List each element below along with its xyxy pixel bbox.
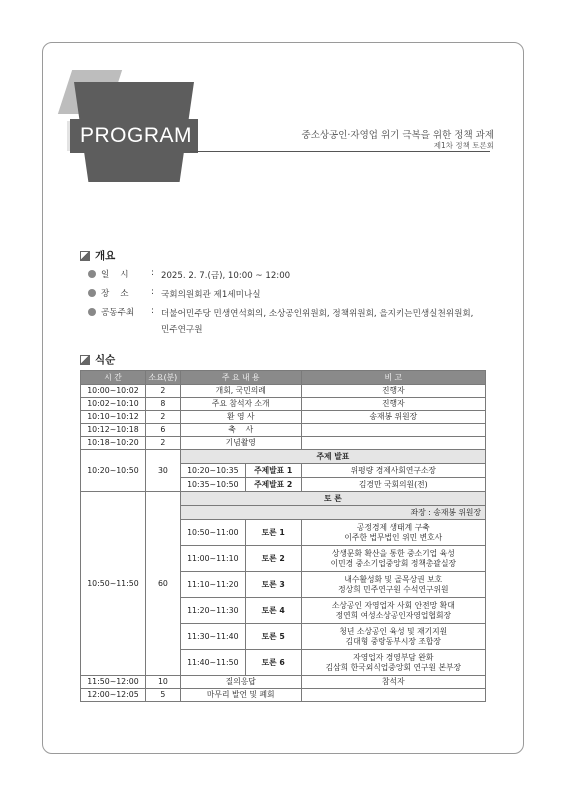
- table-row: 11:20~11:30 토론 4 소상공인 자영업자 사회 안전망 확대 정연희 여성소상공인자영업협회장: [81, 598, 486, 624]
- table-row: 11:00~11:10 토론 2 상생문화 확산을 통한 중소기업 육성 이민경 중소기업중앙회 정책총괄실장: [81, 546, 486, 572]
- overview-row-date: 일 시 : 2025. 2. 7.(금), 10:00 ~ 12:00: [88, 268, 481, 287]
- table-row: 11:50~12:00 10 질의응답 참석자: [81, 676, 486, 689]
- table-row: 11:30~11:40 토론 5 청년 소상공인 육성 및 재기지원 김대형 중랑동부시장 조합장: [81, 624, 486, 650]
- table-row: 10:10~10:12 2 환 영 사 송재봉 위원장: [81, 411, 486, 424]
- section-square-icon: [80, 355, 90, 365]
- overview-heading-text: 개요: [95, 250, 116, 262]
- discussion-label: 토 론: [180, 492, 485, 506]
- table-row: 12:00~12:05 5 마무리 발언 및 폐회: [81, 689, 486, 702]
- presentation-header-row: 10:20~10:50 30 주제 발표: [81, 450, 486, 464]
- bullet-icon: [88, 308, 96, 316]
- table-row: 10:18~10:20 2 기념촬영: [81, 437, 486, 450]
- column-header: 소요(분): [145, 371, 180, 385]
- schedule-table: [80, 370, 486, 702]
- chair-text: 좌장 : 송재봉 위원장: [180, 506, 485, 520]
- column-header: 비 고: [301, 371, 485, 385]
- table-row: 10:50~11:00 토론 1 공정경제 생태계 구축 이주한 법무법인 위민 변호사: [81, 520, 486, 546]
- table-row: 10:00~10:02 2 개회, 국민의례 진행자: [81, 385, 486, 398]
- bullet-icon: [88, 289, 96, 297]
- discussion-header-row: 10:50~11:50 60 토 론: [81, 492, 486, 506]
- table-row: 10:35~10:50 주제발표 2 김경만 국회의원(전): [81, 478, 486, 492]
- column-header: 시 간: [81, 371, 146, 385]
- overview-value: 2025. 2. 7.(금), 10:00 ~ 12:00: [161, 271, 291, 281]
- column-header: 주 요 내 용: [180, 371, 301, 385]
- program-label: PROGRAM: [80, 124, 193, 147]
- overview-value: 더불어민주당 민생연석회의, 소상공인위원회, 정책위원회, 을지키는민생실천위원회, 민주연구원: [161, 309, 474, 335]
- table-row: 10:02~10:10 8 주요 참석자 소개 진행자: [81, 398, 486, 411]
- event-title: 중소상공인·자영업 위기 극복을 위한 정책 과제: [301, 130, 494, 141]
- bullet-icon: [88, 270, 96, 278]
- presentation-label: 주제 발표: [180, 450, 485, 464]
- overview-label: 일 시: [101, 270, 129, 280]
- event-subtitle: 제1차 정책 토론회: [433, 141, 494, 150]
- overview-label: 공동주최: [101, 308, 135, 318]
- table-header-row: [81, 371, 486, 385]
- overview-value: 국회의원회관 제1세미나실: [161, 290, 261, 300]
- table-row: 11:40~11:50 토론 6 자영업자 경영부담 완화 김삼희 한국외식업중앙회 연구원 본부장: [81, 650, 486, 676]
- table-row: 11:10~11:20 토론 3 내수활성화 및 골목상권 보호 정상희 민주연구원 수석연구위원: [81, 572, 486, 598]
- overview-row-hosts: 공동주최 : 더불어민주당 민생연석회의, 소상공인위원회, 정책위원회, 을지키는민생실천위원회, 민주연구원: [88, 306, 481, 340]
- overview-row-place: 장 소 : 국회의원회관 제1세미나실: [88, 287, 481, 306]
- schedule-heading-text: 식순: [95, 354, 116, 366]
- section-square-icon: [80, 251, 90, 261]
- overview-list: [88, 268, 481, 340]
- schedule-heading: [80, 352, 115, 367]
- header-rule: [190, 151, 490, 152]
- overview-label: 장 소: [101, 289, 129, 299]
- overview-heading: [80, 248, 115, 263]
- table-row: 10:20~10:35 주제발표 1 위평량 경제사회연구소장: [81, 464, 486, 478]
- table-row: 10:12~10:18 6 축 사: [81, 424, 486, 437]
